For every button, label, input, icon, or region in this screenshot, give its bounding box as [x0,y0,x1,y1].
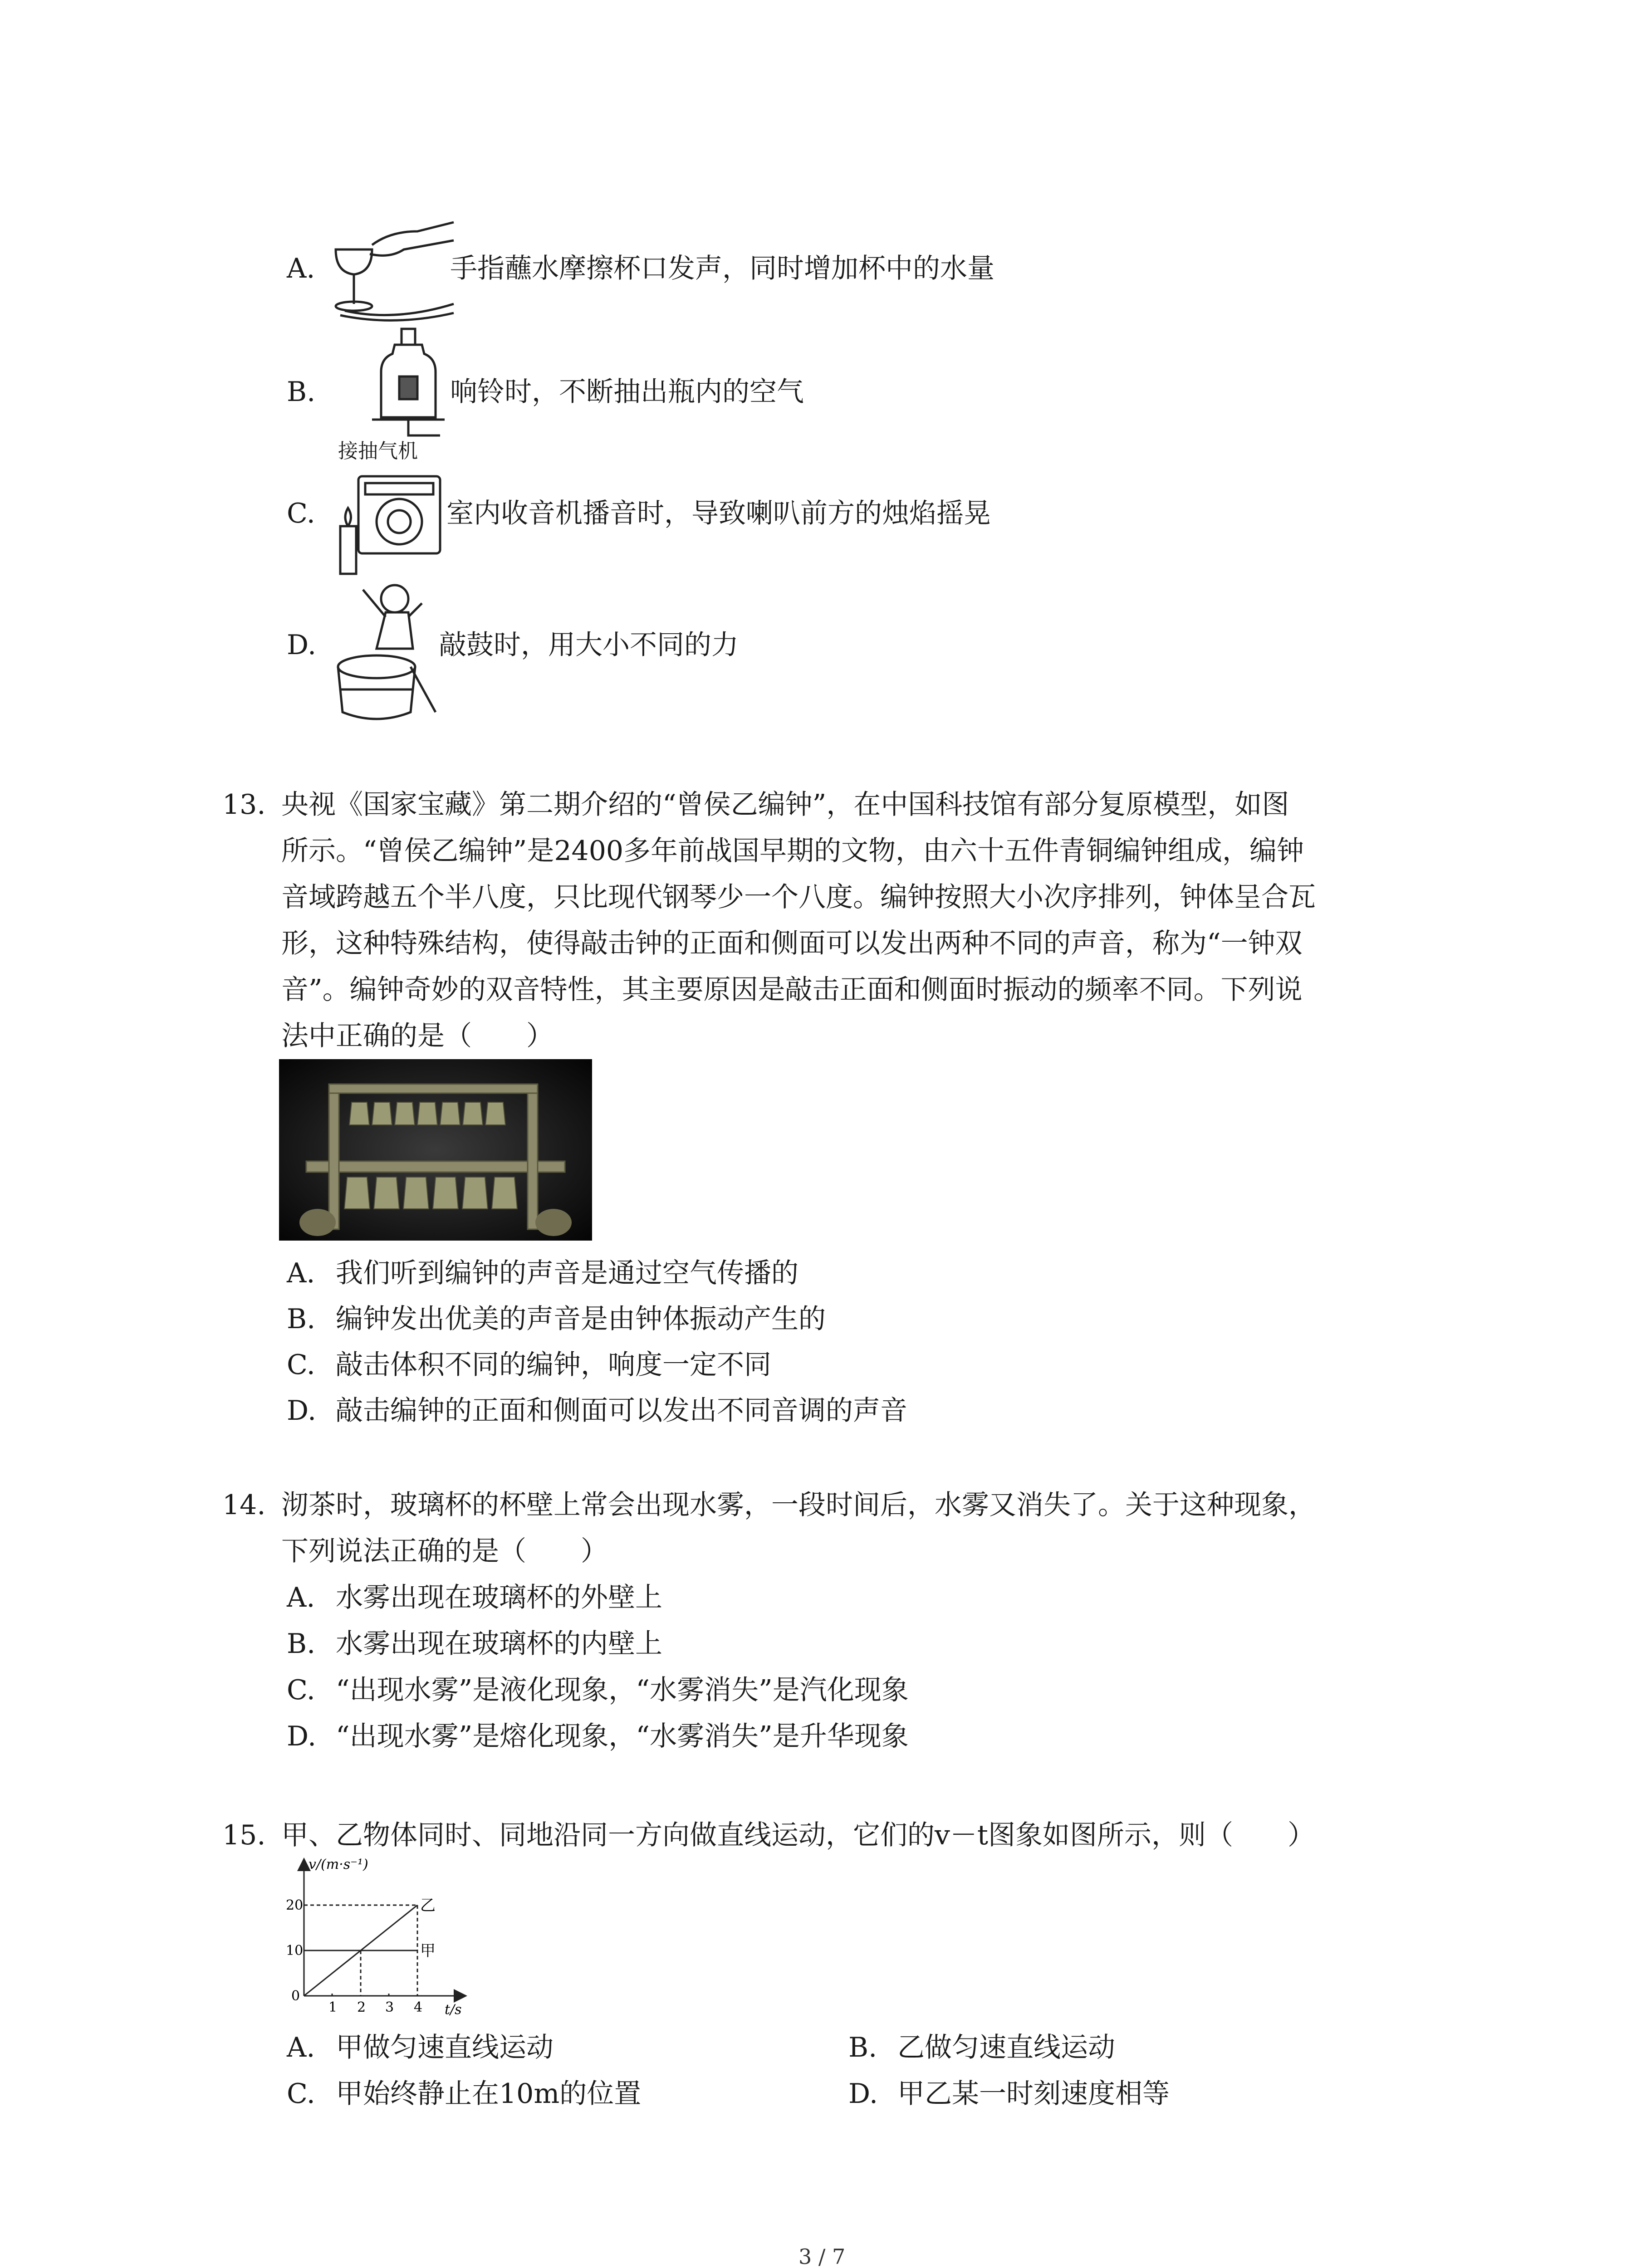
q13-option-a-label: A. [287,1257,315,1289]
page-number: 3 / 7 [798,2244,846,2268]
graph-x-tick-2: 2 [357,1999,366,2015]
q15-option-b-text: 乙做匀速直线运动 [897,2032,1115,2063]
graph-x-tick-4: 4 [414,1999,423,2015]
q12-option-d-label: D. [287,629,317,661]
q13-option-c-text: 敲击体积不同的编钟，响度一定不同 [336,1349,771,1381]
q14-option-b-label: B. [287,1628,316,1660]
velocity-time-graph [277,1855,467,2019]
q14-stem-line-1: 沏茶时，玻璃杯的杯壁上常会出现水雾，一段时间后，水雾又消失了。关于这种现象， [281,1489,1316,1521]
q15-option-a-text: 甲做匀速直线运动 [336,2032,554,2063]
wine-glass-figure [327,213,463,327]
q15-stem: 甲、乙物体同时、同地沿同一方向做直线运动，它们的v－t图象如图所示，则（ ） [281,1819,1315,1851]
q15-option-c-label: C. [287,2078,315,2110]
q14-number: 14. [222,1489,266,1521]
q12-option-c-label: C. [287,498,315,529]
q13-stem-line-6: 法中正确的是（ ） [281,1020,554,1052]
q12-option-a-text: 手指蘸水摩擦杯口发声，同时增加杯中的水量 [450,253,994,284]
q12-option-c-text: 室内收音机播音时，导致喇叭前方的烛焰摇晃 [446,498,991,529]
q12-option-b-label: B. [287,376,316,408]
q15-number: 15. [222,1819,266,1851]
q13-stem-line-2: 所示。“曾侯乙编钟”是2400多年前战国早期的文物，由六十五件青铜编钟组成，编钟 [281,835,1304,867]
graph-y-tick-20: 20 [286,1897,304,1913]
q13-option-d-text: 敲击编钟的正面和侧面可以发出不同音调的声音 [336,1395,907,1427]
q14-option-c-text: “出现水雾”是液化现象，“水雾消失”是汽化现象 [336,1674,909,1706]
q15-option-c-text: 甲始终静止在10m的位置 [336,2078,642,2110]
q13-stem-line-3: 音域跨越五个半八度，只比现代钢琴少一个八度。编钟按照大小次序排列，钟体呈合瓦 [281,881,1316,913]
q15-option-a-label: A. [287,2032,315,2063]
q13-option-a-text: 我们听到编钟的声音是通过空气传播的 [336,1257,798,1289]
q14-option-d-label: D. [287,1721,317,1752]
q12-option-d-text: 敲鼓时，用大小不同的力 [439,629,739,661]
q13-option-b-label: B. [287,1303,316,1335]
graph-x-tick-1: 1 [328,1999,338,2015]
q13-option-c-label: C. [287,1349,315,1381]
q12-option-b-text: 响铃时，不断抽出瓶内的空气 [450,376,804,408]
q12-option-a-label: A. [287,253,315,284]
q13-stem-line-4: 形，这种特殊结构，使得敲击钟的正面和侧面可以发出两种不同的声音，称为“一钟双 [281,928,1303,959]
q13-stem-line-1: 央视《国家宝藏》第二期介绍的“曾侯乙编钟”，在中国科技馆有部分复原模型，如图 [281,789,1289,821]
graph-y-tick-0: 0 [291,1988,300,2004]
chime-bells-photo [279,1059,592,1241]
q14-stem-line-2: 下列说法正确的是（ ） [281,1535,608,1567]
graph-x-axis-label: t/s [445,2002,462,2018]
q13-number: 13. [222,789,266,821]
q14-option-a-text: 水雾出现在玻璃杯的外壁上 [336,1582,662,1613]
q15-option-d-label: D. [848,2078,878,2110]
q14-option-a-label: A. [287,1582,315,1613]
q13-option-b-text: 编钟发出优美的声音是由钟体振动产生的 [336,1303,826,1335]
drummer-figure [331,576,445,726]
graph-series-label-jia: 甲 [420,1942,436,1960]
q14-option-c-label: C. [287,1674,315,1706]
q14-option-b-text: 水雾出现在玻璃杯的内壁上 [336,1628,662,1660]
graph-x-tick-3: 3 [385,1999,394,2015]
q13-stem-line-5: 音”。编钟奇妙的双音特性，其主要原因是敲击正面和侧面时振动的频率不同。下列说 [281,974,1303,1006]
q14-option-d-text: “出现水雾”是熔化现象，“水雾消失”是升华现象 [336,1721,909,1752]
q13-option-d-label: D. [287,1395,317,1427]
graph-y-axis-label: v/(m·s⁻¹) [309,1857,368,1872]
graph-y-tick-10: 10 [286,1943,304,1959]
radio-candle-figure [331,463,449,576]
q15-option-b-label: B. [848,2032,877,2063]
q12-option-b-figure-caption: 接抽气机 [338,440,418,463]
q15-option-d-text: 甲乙某一时刻速度相等 [897,2078,1170,2110]
graph-series-label-yi: 乙 [420,1897,436,1915]
bell-jar-figure [363,327,454,445]
